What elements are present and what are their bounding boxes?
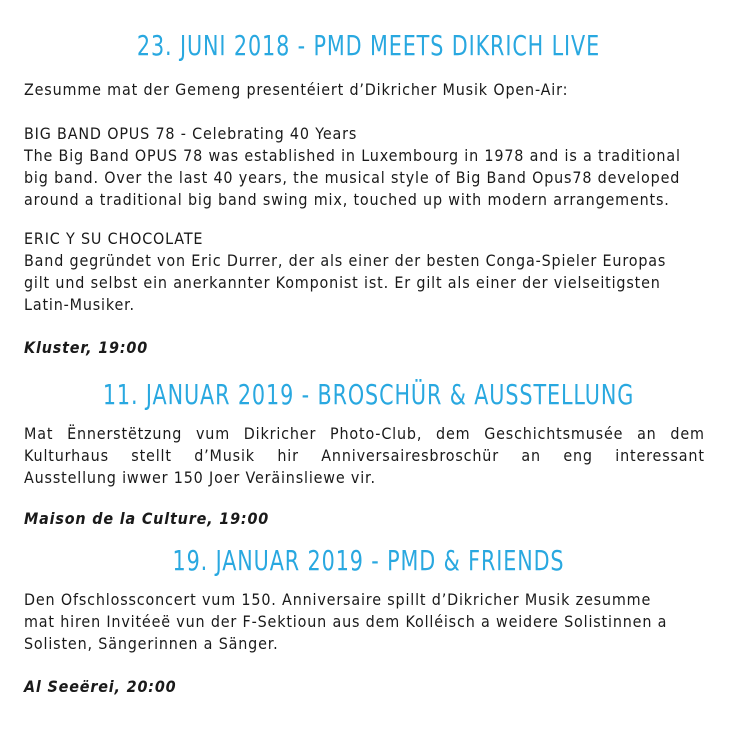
- event-3-venue: Al Seeërei, 20:00: [24, 678, 177, 696]
- band-1-description-line: The Big Band OPUS 78 was established in Luxembourg in 1978 and is a traditional: [24, 147, 681, 165]
- event-1-venue: Kluster, 19:00: [24, 339, 149, 357]
- event-heading-2: 11. JANUAR 2019 - BROSCHÜR & AUSSTELLUNG: [102, 378, 635, 411]
- event-2-description-line: Kulturhaus stellt d’Musik hir Anniversairesbroschür an eng interessant: [24, 447, 705, 465]
- band-2-title: ERIC Y SU CHOCOLATE: [24, 230, 204, 248]
- event-3-description-line: Den Ofschlossconcert vum 150. Anniversaire spillt d’Dikricher Musik zesumme: [24, 591, 652, 609]
- event-heading-3: 19. JANUAR 2019 - PMD & FRIENDS: [172, 544, 565, 577]
- event-1-intro: Zesumme mat der Gemeng presentéiert d’Dikricher Musik Open-Air:: [24, 81, 569, 99]
- event-2-description-line: Mat Ënnerstëtzung vum Dikricher Photo-Club, dem Geschichtsmusée an dem: [24, 425, 705, 443]
- event-3-description-line: Solisten, Sängerinnen a Sänger.: [24, 635, 279, 653]
- event-2-description-line: Ausstellung iwwer 150 Joer Veräinsliewe vir.: [24, 469, 376, 487]
- band-2-description-line: Band gegründet von Eric Durrer, der als einer der besten Conga-Spieler Europas: [24, 252, 667, 270]
- band-1-description-line: around a traditional big band swing mix, touched up with modern arrangements.: [24, 191, 670, 209]
- event-heading-1: 23. JUNI 2018 - PMD MEETS DIKRICH LIVE: [136, 29, 601, 62]
- band-2-description-line: gilt und selbst ein anerkannter Komponist ist. Er gilt als einer der vielseitigsten: [24, 274, 661, 292]
- band-2-description-line: Latin-Musiker.: [24, 296, 135, 314]
- band-1-description-line: big band. Over the last 40 years, the musical style of Big Band Opus78 developed: [24, 169, 681, 187]
- event-2-venue: Maison de la Culture, 19:00: [24, 510, 270, 528]
- band-1-title: BIG BAND OPUS 78 - Celebrating 40 Years: [24, 125, 358, 143]
- event-3-description-line: mat hiren Invitéeë vun der F-Sektioun aus dem Kolléisch a weidere Solistinnen a: [24, 613, 668, 631]
